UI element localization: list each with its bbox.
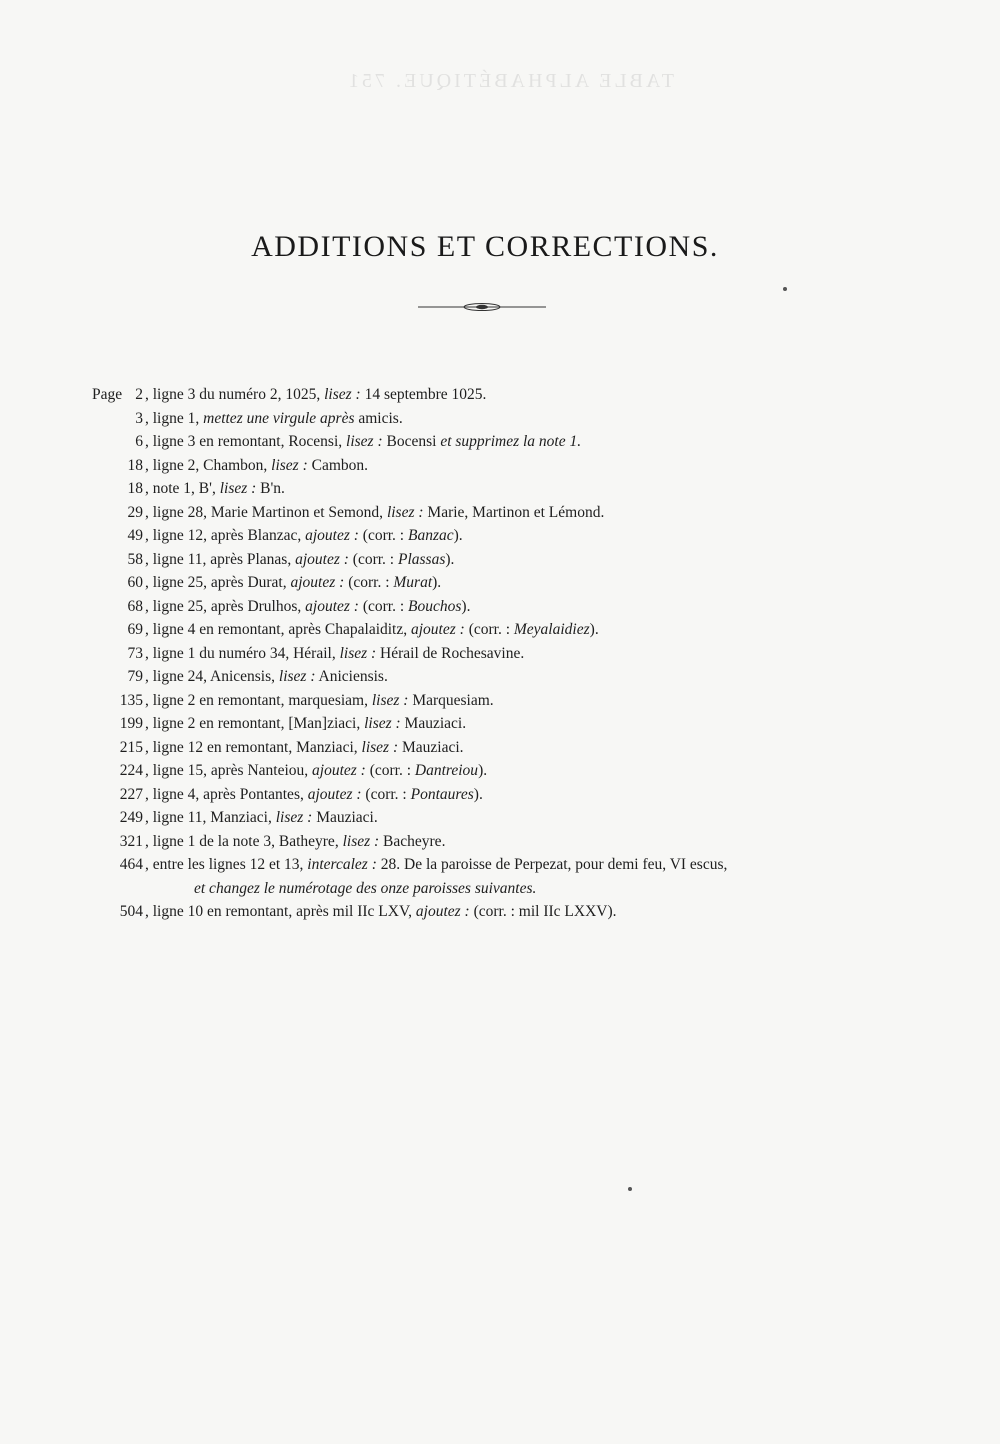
correction-entry: 18 , ligne 2, Chambon, lisez : Cambon.	[92, 454, 972, 478]
correction-entry: 3 , ligne 1, mettez une virgule après amicis.	[92, 407, 972, 431]
correction-entry: 58 , ligne 11, après Planas, ajoutez : (corr. : Plassas).	[92, 548, 972, 572]
page-number: 18	[127, 456, 143, 474]
correction-entry: 79 , ligne 24, Anicensis, lisez : Aniciensis.	[92, 665, 972, 689]
page-number: 6	[135, 433, 143, 450]
bleed-through-header: TABLE ALPHABÉTIQUE. 751	[346, 70, 674, 92]
page-number: 18	[127, 480, 143, 497]
correction-entry: Page 2 , ligne 3 du numéro 2, 1025, lisez : 14 septembre 1025.	[92, 383, 972, 407]
page-number: 68	[127, 597, 143, 615]
page-number: 3	[135, 409, 143, 427]
correction-entry: 68 , ligne 25, après Drulhos, ajoutez : (corr. : Bouchos).	[92, 595, 972, 619]
correction-entry: 249 , ligne 11, Manziaci, lisez : Mauziaci.	[92, 806, 972, 830]
correction-entry: 60 , ligne 25, après Durat, ajoutez : (corr. : Murat).	[92, 571, 972, 595]
page-number: 58	[127, 550, 143, 568]
ink-speck	[783, 287, 787, 291]
correction-entry: 321 , ligne 1 de la note 3, Batheyre, lisez : Bacheyre.	[92, 830, 972, 854]
correction-entry: 69 , ligne 4 en remontant, après Chapalaiditz, ajoutez : (corr. : Meyalaidiez).	[92, 618, 972, 642]
correction-entry: 49 , ligne 12, après Blanzac, ajoutez : (corr. : Banzac).	[92, 524, 972, 548]
entry-continuation: et changez le numérotage des onze paroisses suivantes.	[194, 879, 537, 897]
correction-entry: 199 , ligne 2 en remontant, [Man]ziaci, lisez : Mauziaci.	[92, 712, 972, 736]
correction-entry: 29 , ligne 28, Marie Martinon et Semond, lisez : Marie, Martinon et Lémond.	[92, 501, 972, 525]
page-number: 79	[127, 668, 143, 685]
correction-entry: 227 , ligne 4, après Pontantes, ajoutez : (corr. : Pontaures).	[92, 783, 972, 807]
correction-entry: 215 , ligne 12 en remontant, Manziaci, lisez : Mauziaci.	[92, 736, 972, 760]
page-number: 227	[119, 785, 143, 803]
page-number: 73	[127, 644, 143, 662]
correction-entry: 73 , ligne 1 du numéro 34, Hérail, lisez : Hérail de Rochesavine.	[92, 642, 972, 666]
page-number: 199	[119, 715, 143, 732]
ink-speck	[628, 1187, 632, 1191]
page-title: ADDITIONS ET CORRECTIONS.	[251, 230, 719, 263]
page-number: 215	[119, 738, 143, 756]
correction-entry: 135 , ligne 2 en remontant, marquesiam, lisez : Marquesiam.	[92, 689, 972, 713]
ornament-rule	[418, 300, 546, 314]
correction-entry: 6 , ligne 3 en remontant, Rocensi, lisez : Bocensi et supprimez la note 1.	[92, 430, 972, 454]
page-number: 49	[127, 527, 143, 544]
page-number: 60	[127, 574, 143, 591]
page-number: 464	[119, 856, 143, 873]
page-number: 321	[119, 832, 143, 850]
corrections-list	[92, 383, 972, 924]
correction-entry: 18 , note 1, B', lisez : B'n.	[92, 477, 972, 501]
page-number: 29	[127, 503, 143, 521]
correction-entry: 224 , ligne 15, après Nanteiou, ajoutez : (corr. : Dantreiou).	[92, 759, 972, 783]
page-number: 504	[119, 903, 143, 920]
page-number: 69	[127, 621, 143, 638]
page-number: 135	[119, 691, 143, 709]
page-number: 249	[119, 809, 143, 826]
page-number: 224	[119, 762, 143, 779]
correction-entry: 504 , ligne 10 en remontant, après mil IIc LXV, ajoutez : (corr. : mil IIc LXXV).	[92, 900, 972, 924]
page-label: Page	[92, 386, 123, 403]
correction-entry: 464 , entre les lignes 12 et 13, intercalez : 28. De la paroisse de Perpezat, pour demi feu, VI escus, et changez le numérotage des onze paroisses suivantes.	[92, 853, 972, 900]
page-number: 2	[135, 386, 143, 403]
